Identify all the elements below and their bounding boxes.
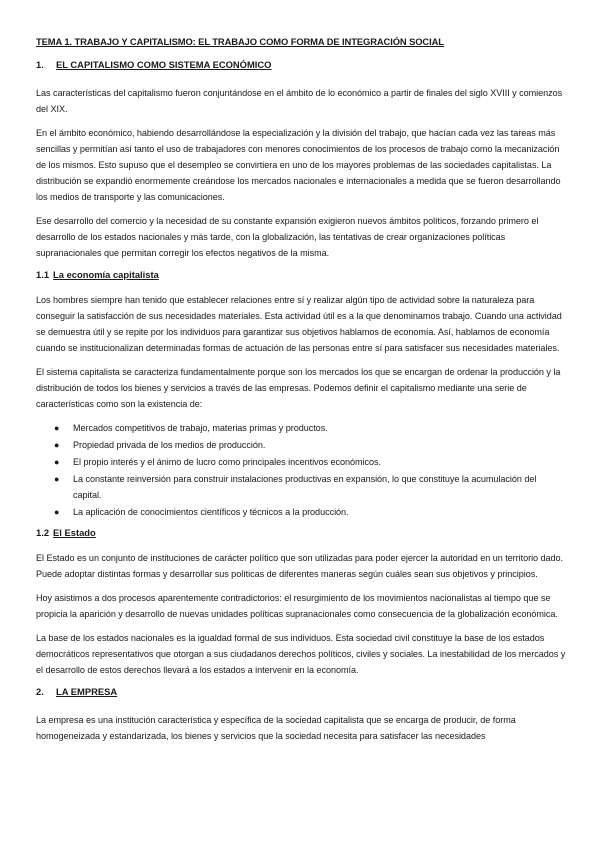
list-item <box>36 454 566 470</box>
section-1-1-number: 1.1 <box>36 269 50 280</box>
section-2-number: 2. <box>36 686 44 697</box>
list-item <box>36 437 566 453</box>
section-1-1-paragraph-2: El sistema capitalista se caracteriza fundamentalmente porque son los mercados los que se encargan de ordenar la producción y la distribución de todos los bienes y servicios a través de las empresas. Podemos definir el capitalismo mediante una serie de características como son la existencia de: <box>36 367 561 409</box>
section-1-title: EL CAPITALISMO COMO SISTEMA ECONÓMICO <box>56 59 272 70</box>
section-1-number: 1. <box>36 59 44 70</box>
characteristics-list <box>36 420 566 520</box>
section-1-paragraph-2: En el ámbito económico, habiendo desarrollándose la especialización y la división del trabajo, que hacían cada vez las tareas más sencillas y permitían así tanto el uso de trabajadores con menores conocimientos de los procesos de trabajo como la mecanización de los mismos. Esto supuso que el desempleo se convirtiera en uno de los mayores problemas de las sociedades capitalistas. La distribución se expandió enormemente creándose los mercados nacionales e internacionales a medida que se fueron desarrollando los medios de transporte y las comunicaciones. <box>36 128 561 202</box>
section-1-1-heading <box>36 269 566 281</box>
list-item-text: La aplicación de conocimientos científicos y técnicos a la producción. <box>73 507 349 517</box>
section-1-2-heading <box>36 527 566 539</box>
list-item-text: La constante reinversión para construir instalaciones productivas en expansión, lo que constituye la acumulación del capital. <box>73 474 537 500</box>
section-1-2-paragraph-2: Hoy asistimos a dos procesos aparentemente contradictorios: el resurgimiento de los movimientos nacionalistas al tiempo que se propicia la aparición y desarrollo de nuevas unidades políticas supranacionales como consecuencia de la globalización económica. <box>36 593 558 619</box>
list-item <box>36 504 566 520</box>
list-item-text: El propio interés y el ánimo de lucro como principales incentivos económicos. <box>73 457 382 467</box>
document-title: TEMA 1. TRABAJO Y CAPITALISMO: EL TRABAJO COMO FORMA DE INTEGRACIÓN SOCIAL <box>36 36 444 47</box>
bullet-icon: ● <box>54 474 60 484</box>
list-item-text: Propiedad privada de los medios de producción. <box>73 440 266 450</box>
section-2-title: LA EMPRESA <box>56 686 118 697</box>
section-2-heading <box>36 686 566 698</box>
list-item <box>36 471 566 503</box>
section-1-1-title: La economía capitalista <box>53 269 159 280</box>
bullet-icon: ● <box>54 457 60 467</box>
bullet-icon: ● <box>54 440 60 450</box>
section-1-paragraph-1: Las características del capitalismo fueron conjuntándose en el ámbito de lo económico a partir de finales del siglo XVIII y comienzos del XIX. <box>36 88 563 114</box>
bullet-icon: ● <box>54 423 60 433</box>
section-1-2-paragraph-1: El Estado es un conjunto de instituciones de carácter político que son utilizadas para poder ejercer la autoridad en un territorio dado. Puede adoptar distintas formas y desarrollar sus políticas de diferentes maneras según cuáles sean sus objetivos y principios. <box>36 553 564 579</box>
list-item <box>36 420 566 436</box>
section-2-paragraph-1: La empresa es una institución característica y específica de la sociedad capitalista que se encarga de producir, de forma homogeneizada y estandarizada, los bienes y servicios que la sociedad necesita para satisfacer las necesidades <box>36 715 516 741</box>
section-1-2-paragraph-3: La base de los estados nacionales es la igualdad formal de sus individuos. Esta sociedad civil constituye la base de los estados democráticos representativos que otorgan a sus ciudadanos derechos políticos, civiles y sociales. La inestabilidad de los mercados y el desarrollo de estos derechos llevará a los estados a intervenir en la economía. <box>36 633 566 675</box>
section-1-2-title: El Estado <box>53 527 96 538</box>
section-1-paragraph-3: Ese desarrollo del comercio y la necesidad de su constante expansión exigieron nuevos ámbitos políticos, forzando primero el desarrollo de los estados nacionales y más tarde, con la globalización, las tentativas de crear organizaciones políticas supranacionales que permitan corregir los efectos negativos de la misma. <box>36 216 539 258</box>
section-1-heading <box>36 59 566 71</box>
section-1-2-number: 1.2 <box>36 527 50 538</box>
list-item-text: Mercados competitivos de trabajo, materias primas y productos. <box>73 423 328 433</box>
bullet-icon: ● <box>54 507 60 517</box>
document-page <box>36 36 566 752</box>
section-1-1-paragraph-1: Los hombres siempre han tenido que establecer relaciones entre sí y realizar algún tipo de actividad sobre la naturaleza para conseguir la satisfacción de sus necesidades materiales. Esta actividad útil es a la que denominamos trabajo. Cuando una actividad se demuestra útil y se repite por los individuos para garantizar sus objetivos hablamos de economía. Así, hablamos de economía cuando se institucionalizan determinadas formas de actuación de las personas entre sí para satisfacer sus necesidades materiales. <box>36 295 562 353</box>
